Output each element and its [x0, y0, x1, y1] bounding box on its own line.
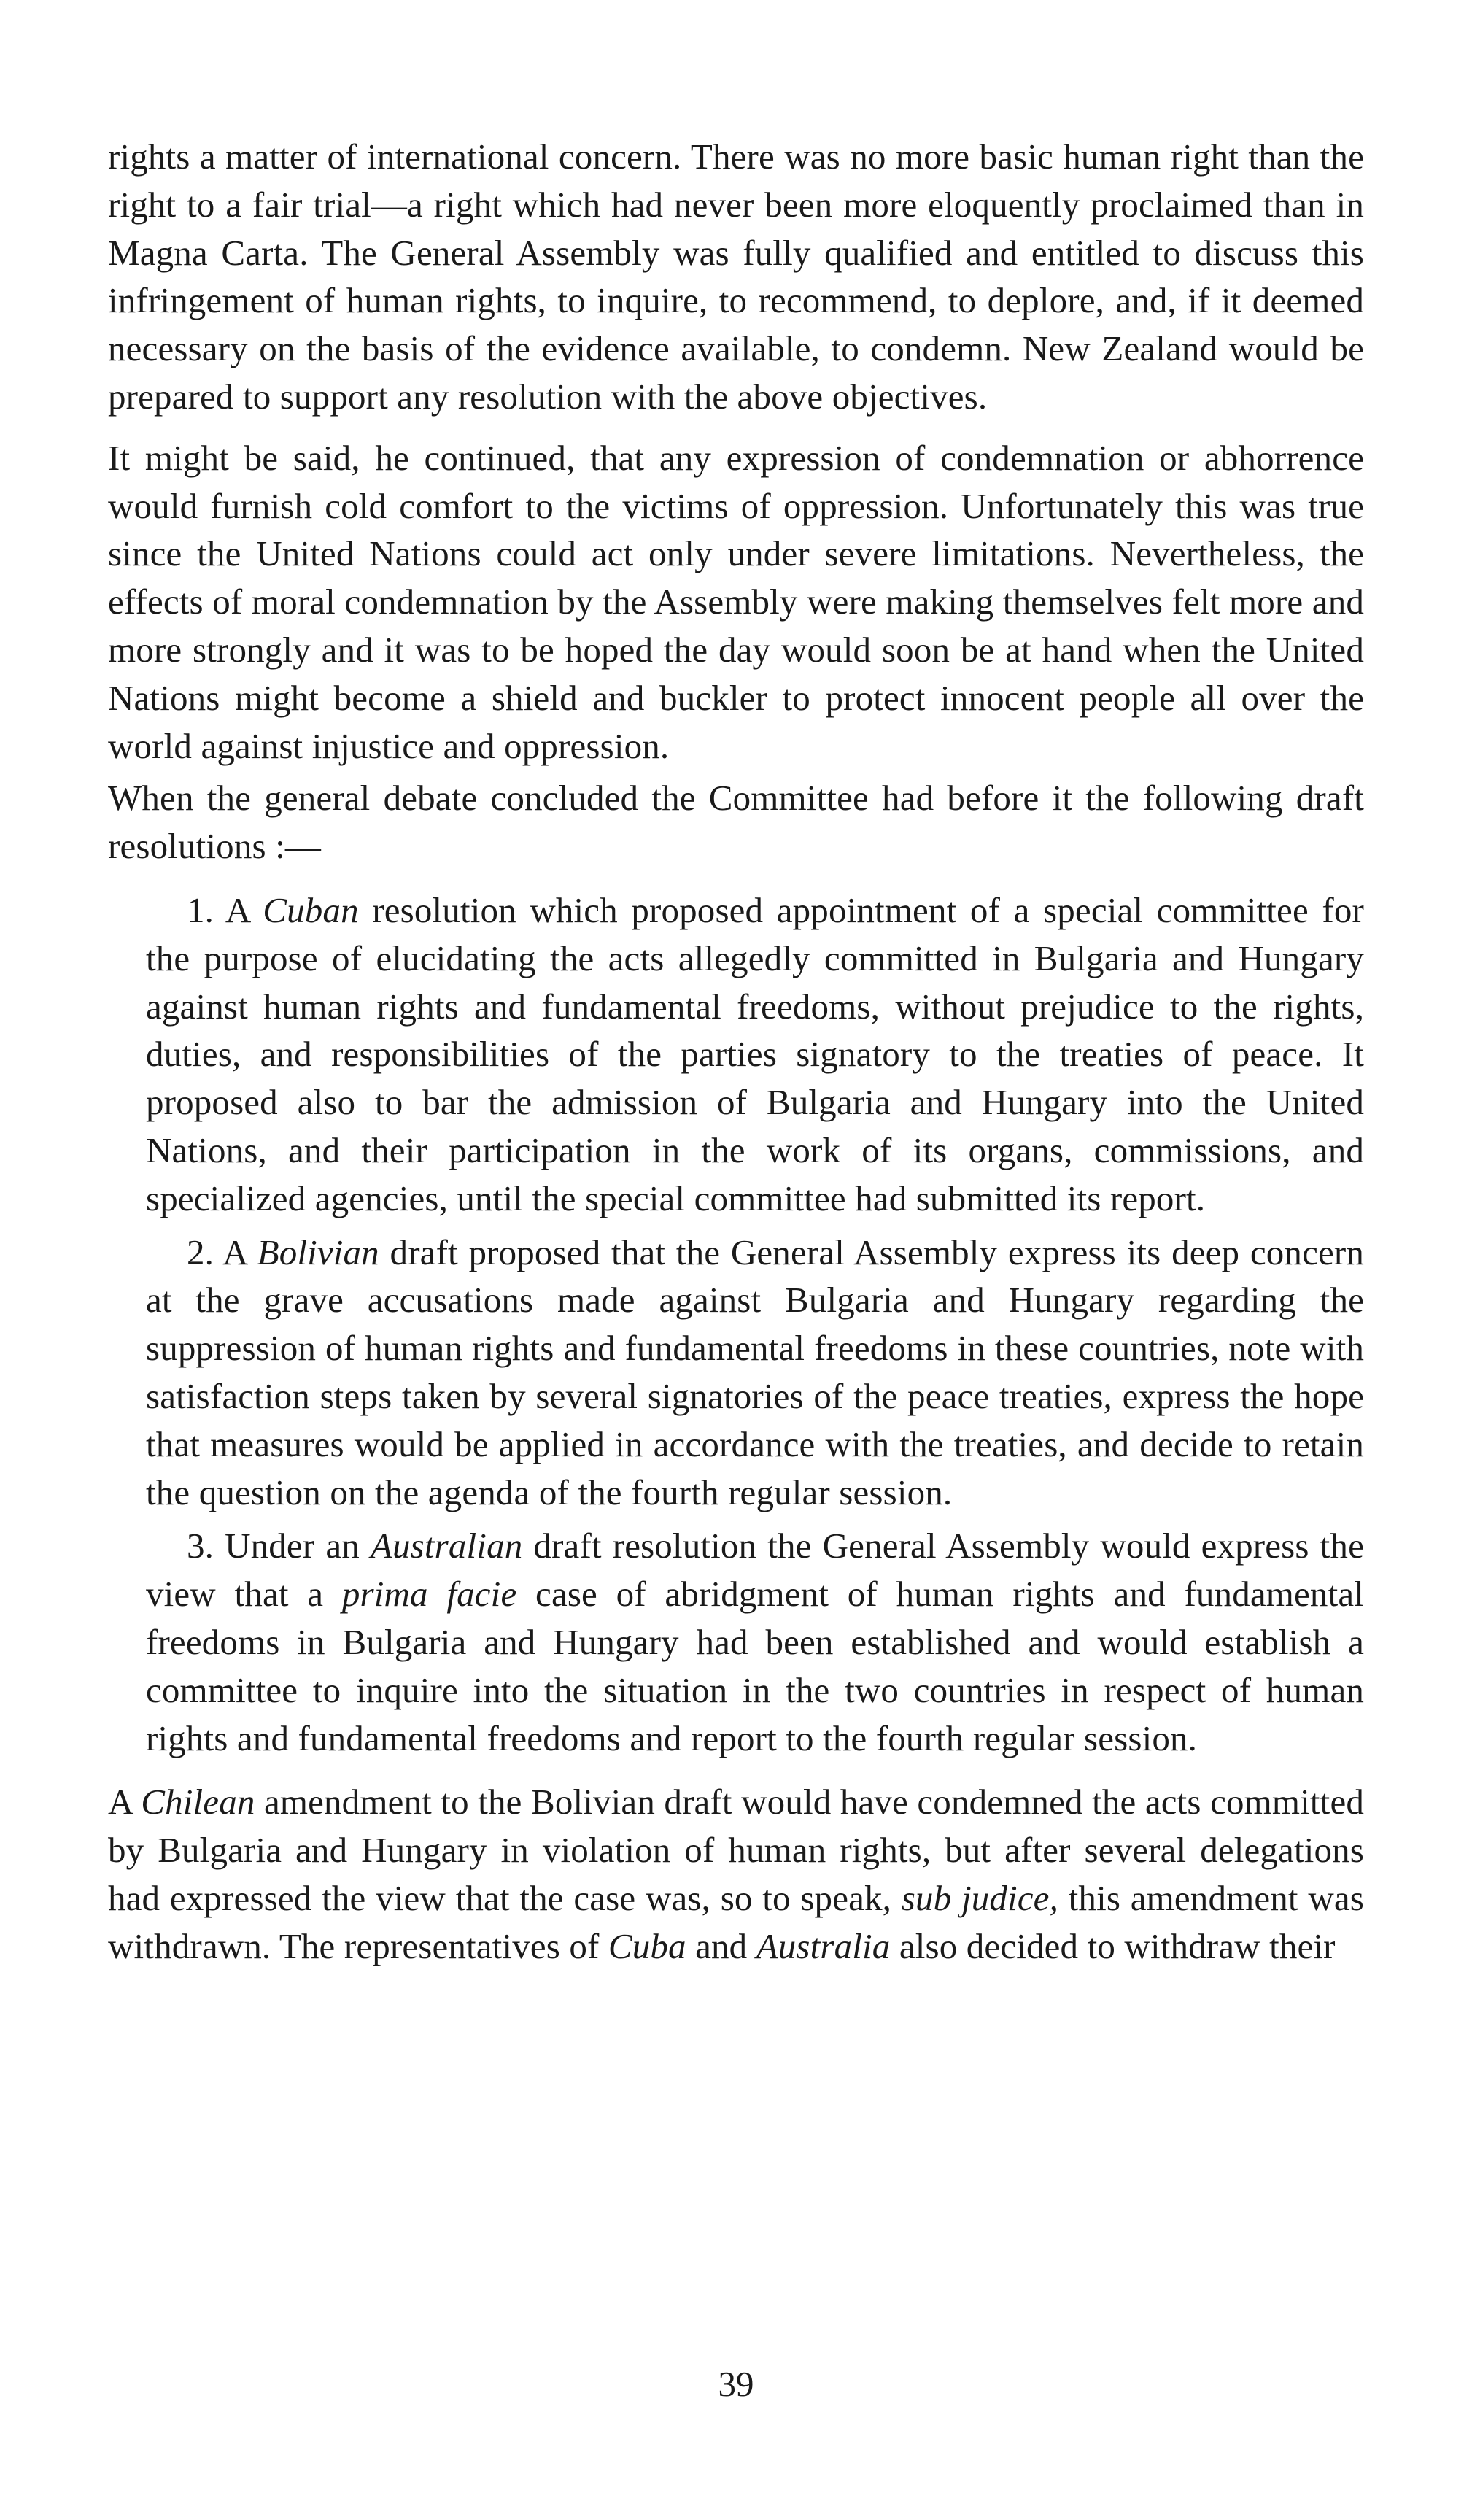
paragraph-moral-condemnation: It might be said, he continued, that any expression of condemnation or abhorrence would furnish cold comfort to the victims of oppression. Unfortunately this was true since the United Nations could act only under severe limitations. Nevertheless, the effects of moral condemnation by the Assembly were making themselves felt more and more strongly and it was to be hoped the day would soon be at hand when the United Nations might become a shield and buckler to protect innocent people all over the world against injustice and oppression. — [108, 437, 1364, 766]
item-text: case of abridgment of human rights and fundamental freedoms in Bulgaria and Hungary had been established and would establish a committee to inquire into the situation in the two countries in respect of human rights and fundamental freedoms and report to the fourth regular session. — [146, 1574, 1364, 1758]
item-text: 3. Under an — [187, 1526, 371, 1566]
paragraph-chilean-amendment — [108, 1778, 1364, 1970]
paragraph-emphasis: sub judice, — [901, 1877, 1058, 1918]
paragraph-emphasis: Australia — [756, 1925, 891, 1966]
page-body — [108, 133, 1364, 1970]
page-number: 39 — [718, 2364, 754, 2404]
item-emphasis: Australian — [370, 1526, 523, 1566]
item-emphasis: Cuban — [263, 889, 359, 930]
paragraph-emphasis: Chilean — [141, 1782, 255, 1823]
item-text: draft resolution the General Assembly would express the view that a — [146, 1526, 1364, 1615]
list-item-australian-draft — [108, 1522, 1364, 1762]
paragraph-text: also decided to withdraw their — [890, 1925, 1336, 1966]
item-text: 1. A — [187, 889, 263, 930]
paragraph-human-rights-concern: rights a matter of international concern. There was no more basic human right than the right to a fair trial—a right which had never been more eloquently proclaimed than in Magna Carta. The General Assembly was fully qualified and entitled to discuss this infringement of human rights, to inquire, to recommend, to deplore, and, if it deemed necessary on the basis of the evidence available, to condemn. New Zealand would be prepared to support any resolution with the above objectives. — [108, 136, 1364, 417]
item-text: resolution which proposed appointment of a special committee for the purpose of elucidating the acts allegedly committed in Bulgaria and Hungary against human rights and fundamental freedoms, without prejudice to the rights, duties, and responsibilities of the parties signatory to the treaties of peace. It proposed also to bar the admission of Bulgaria and Hungary into the United Nations, and their participation in the work of its organs, commissions, and specialized agencies, until the special committee had submitted its report. — [146, 889, 1364, 1218]
item-emphasis: Bolivian — [257, 1232, 379, 1272]
paragraph-emphasis: Cuba — [608, 1925, 686, 1966]
paragraph-text: and — [686, 1925, 756, 1966]
item-emphasis: prima facie — [341, 1574, 517, 1615]
list-item-bolivian-draft — [108, 1229, 1364, 1517]
paragraph-text: this amendment was withdrawn. The representatives of — [108, 1877, 1365, 1966]
paragraph-text: A — [108, 1782, 142, 1823]
paragraph-draft-resolutions-intro: When the general debate concluded the Committee had before it the following draft resolutions :— — [108, 778, 1364, 867]
item-text: 2. A — [187, 1232, 257, 1272]
list-item-cuban-resolution — [108, 886, 1364, 1223]
item-text: draft proposed that the General Assembly express its deep concern at the grave accusations made against Bulgaria and Hungary regarding the suppression of human rights and fundamental freedoms in these countries, note with satisfaction steps taken by several signatories of the peace treaties, express the hope that measures would be applied in accordance with the treaties, and decide to retain the question on the agenda of the fourth regular session. — [146, 1232, 1364, 1512]
paragraph-text: amendment to the Bolivian draft would have condemned the acts committed by Bulgaria and Hungary in violation of human rights, but after several delegations had expressed the view that the case was, so to speak, — [108, 1782, 1364, 1918]
